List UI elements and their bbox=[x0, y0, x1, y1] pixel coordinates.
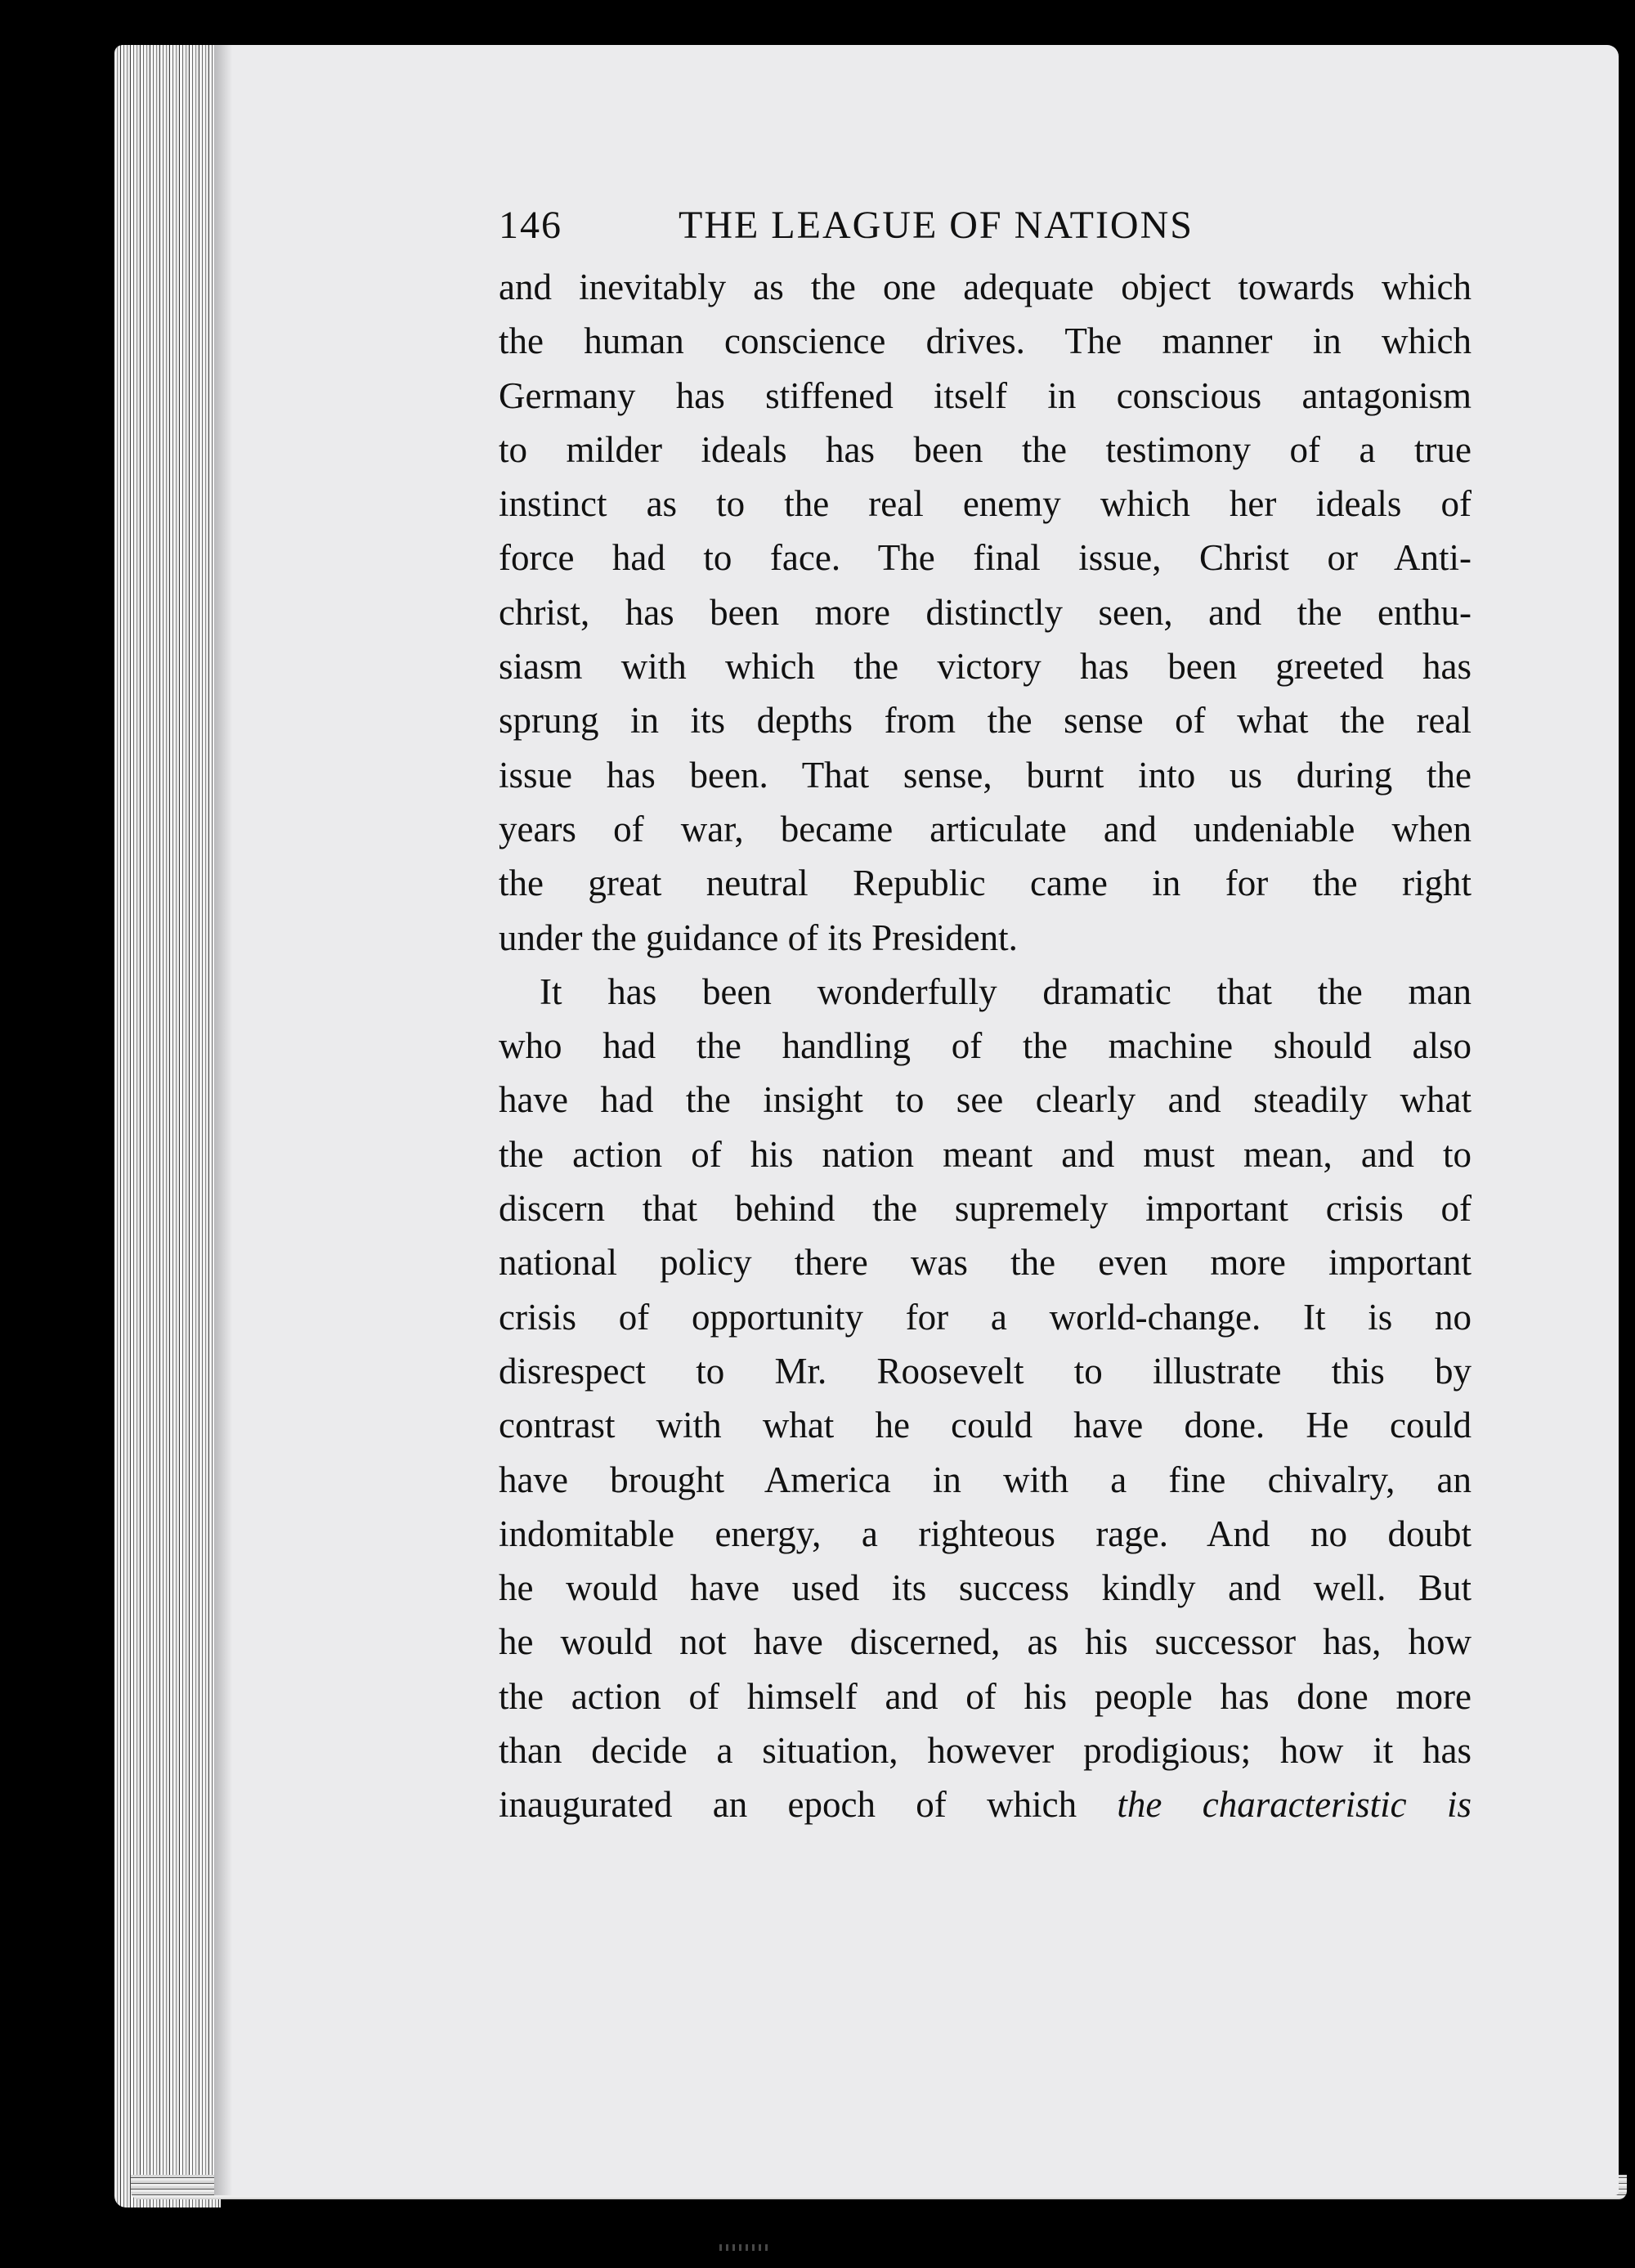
last-line-italic: the characteristic is bbox=[1117, 1784, 1472, 1826]
page-text-block bbox=[499, 203, 1472, 1832]
text-line: contrast with what he could have done. He could bbox=[499, 1405, 1472, 1446]
text-line: have had the insight to see clearly and steadily what bbox=[499, 1079, 1472, 1121]
text-line: under the guidance of its President. bbox=[499, 917, 1018, 958]
text-line: to milder ideals has been the testimony of a true bbox=[499, 428, 1472, 470]
text-line: who had the handling of the machine should also bbox=[499, 1025, 1472, 1067]
text-line: christ, has been more distinctly seen, and the enthu- bbox=[499, 591, 1472, 633]
text-line: and inevitably as the one adequate object towards which bbox=[499, 267, 1472, 307]
text-line: sprung in its depths from the sense of what the real bbox=[499, 700, 1472, 742]
scan-specks bbox=[719, 2244, 768, 2251]
paragraph-1 bbox=[499, 260, 1472, 965]
book-page-edges bbox=[114, 45, 221, 2207]
text-line: he would not have discerned, as his successor has, how bbox=[499, 1621, 1472, 1663]
text-line: than decide a situation, however prodigious; how it has bbox=[499, 1730, 1472, 1772]
text-line-last bbox=[499, 1777, 1472, 1831]
paragraph-2 bbox=[499, 965, 1472, 1832]
text-line: disrespect to Mr. Roosevelt to illustrate this by bbox=[499, 1350, 1472, 1392]
last-line-roman: inaugurated an epoch of which bbox=[499, 1784, 1077, 1826]
text-line: force had to face. The final issue, Christ or Anti- bbox=[499, 537, 1472, 579]
text-line: siasm with which the victory has been greeted has bbox=[499, 646, 1472, 688]
page-number: 146 bbox=[499, 204, 562, 247]
text-line: indomitable energy, a righteous rage. And no doubt bbox=[499, 1513, 1472, 1554]
running-title: THE LEAGUE OF NATIONS bbox=[679, 204, 1194, 247]
text-line: Germany has stiffened itself in conscious antagonism bbox=[499, 374, 1472, 416]
text-line: crisis of opportunity for a world-change. It is no bbox=[499, 1296, 1472, 1338]
text-line: the human conscience drives. The manner in which bbox=[499, 320, 1472, 362]
text-line: have brought America in with a fine chivalry, an bbox=[499, 1459, 1472, 1500]
text-line: he would have used its success kindly and well. But bbox=[499, 1567, 1472, 1609]
text-line: the action of his nation meant and must mean, and to bbox=[499, 1133, 1472, 1175]
text-line: It has been wonderfully dramatic that the man bbox=[540, 970, 1472, 1012]
text-line: instinct as to the real enemy which her ideals of bbox=[499, 483, 1472, 525]
gutter-shadow bbox=[214, 45, 232, 2195]
text-line: the great neutral Republic came in for the right bbox=[499, 863, 1472, 904]
text-line: discern that behind the supremely important crisis of bbox=[499, 1188, 1472, 1230]
text-line: the action of himself and of his people has done more bbox=[499, 1675, 1472, 1717]
running-head bbox=[499, 203, 1472, 260]
text-line: national policy there was the even more important bbox=[499, 1242, 1472, 1284]
text-line: issue has been. That sense, burnt into us during the bbox=[499, 754, 1472, 796]
text-line: years of war, became articulate and undeniable when bbox=[499, 808, 1472, 849]
